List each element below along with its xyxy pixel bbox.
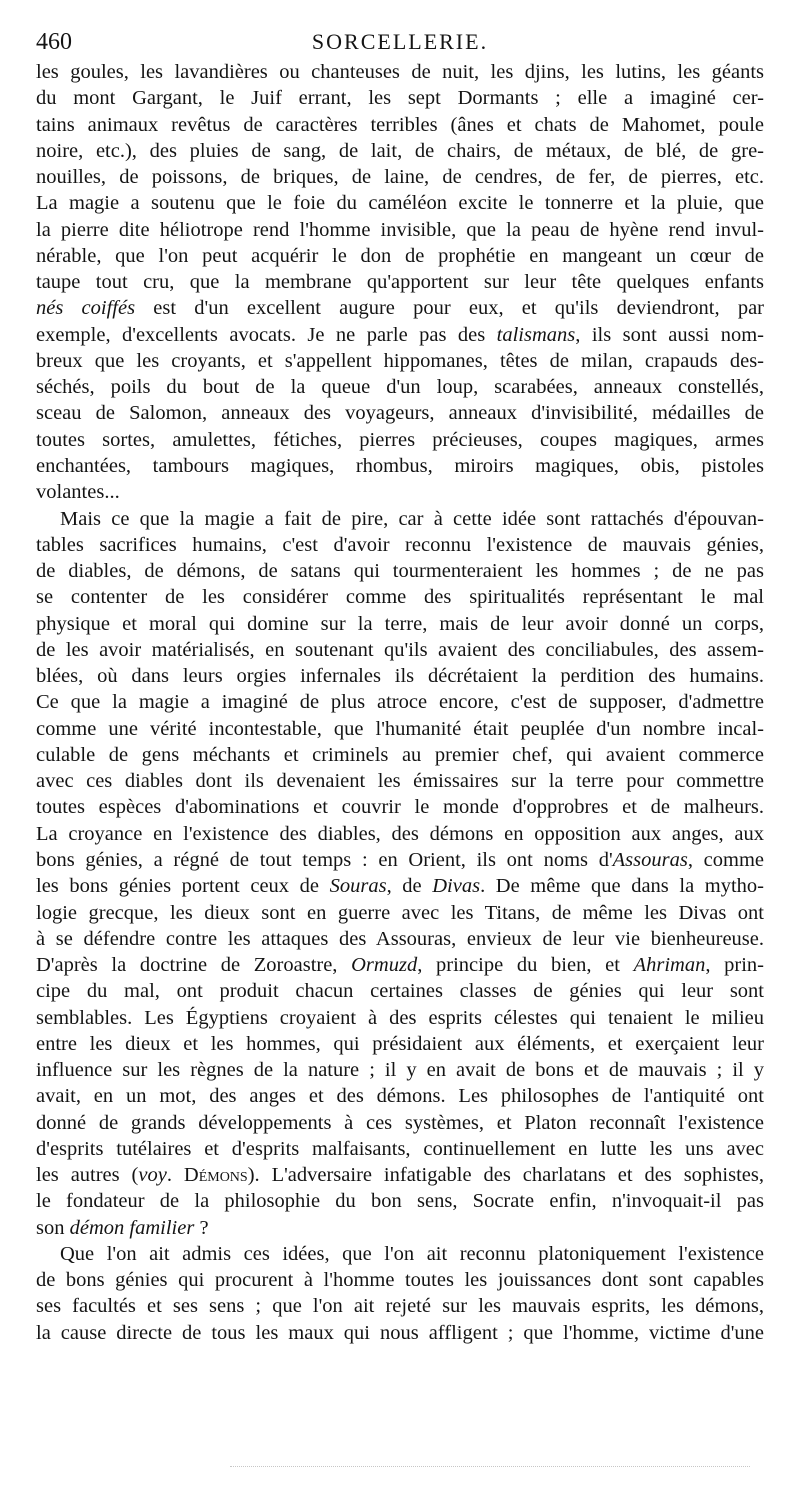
text-line: Ce que la magie a imaginé de plus atroce encore, c'est de supposer, d'admettre — [36, 691, 764, 714]
text-line: les bons génies portent ceux de Souras, de Divas. De même que dans la mytho- — [36, 875, 764, 898]
text-line: ses facultés et ses sens ; que l'on ait rejeté sur les mauvais esprits, les démons, — [36, 1295, 764, 1318]
text-line: comme une vérité incontestable, que l'humanité était peuplée d'un nombre incal- — [36, 717, 764, 740]
text-line: de diables, de démons, de satans qui tourmenteraient les hommes ; de ne pas — [36, 560, 764, 583]
text-line: son démon familier ? — [36, 1216, 209, 1239]
text-line: se contenter de les considérer comme des spiritualités représentant le mal — [36, 586, 764, 609]
text-line: à se défendre contre les attaques des Assouras, envieux de leur vie bienheureuse. — [36, 927, 764, 950]
text-line: enchantées, tambours magiques, rhombus, miroirs magiques, obis, pistoles — [36, 454, 764, 477]
text-line: la cause directe de tous les maux qui nous affligent ; que l'homme, victime d'une — [36, 1321, 764, 1344]
text-line: influence sur les règnes de la nature ; il y en avait de bons et de mauvais ; il y — [36, 1059, 764, 1082]
text-line: avec ces diables dont ils devenaient les émissaires sur la terre pour commettre — [36, 770, 764, 793]
text-line: entre les dieux et les hommes, qui présidaient aux éléments, et exerçaient leur — [36, 1032, 764, 1055]
text-line: exemple, d'excellents avocats. Je ne parle pas des talismans, ils sont aussi nom- — [36, 323, 764, 346]
italic-term: nés coiffés — [36, 297, 136, 320]
italic-term: Ormuzd — [351, 954, 418, 977]
text-line: nérable, que l'on peut acquérir le don de prophétie en mangeant un cœur de — [36, 244, 764, 267]
italic-term: Divas — [432, 875, 481, 898]
text-line: taupe tout cru, que la membrane qu'apportent sur leur tête quelques enfants — [36, 271, 764, 294]
page-edge-artifact — [230, 1466, 750, 1469]
text-line: du mont Gargant, le Juif errant, les sept Dormants ; elle a imaginé cer- — [36, 87, 764, 110]
text-line: La magie a soutenu que le foie du caméléon excite le tonnerre et la pluie, que — [36, 192, 764, 215]
text-line: donné de grands développements à ces systèmes, et Platon reconnaît l'existence — [36, 1111, 764, 1134]
text-line: les goules, les lavandières ou chanteuses de nuit, les djins, les lutins, les géants — [36, 61, 764, 83]
text-line: culable de gens méchants et criminels au premier chef, qui avaient commerce — [36, 743, 764, 766]
text-line: Que l'on ait admis ces idées, que l'on ait reconnu platoniquement l'existence — [60, 1242, 764, 1265]
body-text — [36, 59, 764, 1346]
text-line: volantes... — [36, 481, 120, 504]
text-line: bons génies, a régné de tout temps : en Orient, ils ont noms d'Assouras, comme — [36, 848, 764, 871]
running-head — [36, 26, 764, 58]
text-line: de les avoir matérialisés, en soutenant qu'ils avaient des conciliabules, des assem- — [36, 638, 764, 661]
text-line: tains animaux revêtus de caractères terribles (ânes et chats de Mahomet, poule — [36, 113, 764, 136]
italic-term: Assouras — [612, 848, 688, 871]
text-line: Mais ce que la magie a fait de pire, car à cette idée sont rattachés d'épouvan- — [60, 507, 764, 530]
text-line: avait, en un mot, des anges et des démons. Les philosophes de l'antiquité ont — [36, 1085, 764, 1108]
cross-reference: Démons — [183, 1164, 248, 1187]
text-line: d'esprits tutélaires et d'esprits malfaisants, continuellement en lutte les uns avec — [36, 1137, 764, 1160]
text-line: les autres (voy. Démons). L'adversaire infatigable des charlatans et des sophistes, — [36, 1164, 765, 1187]
text-line: toutes sortes, amulettes, fétiches, pierres précieuses, coupes magiques, armes — [36, 428, 764, 451]
text-line: séchés, poils du bout de la queue d'un loup, scarabées, anneaux constellés, — [36, 376, 764, 399]
text-line: sceau de Salomon, anneaux des voyageurs, anneaux d'invisibilité, médailles de — [36, 402, 764, 425]
section-title: SORCELLERIE. — [311, 29, 489, 54]
text-line: toutes espèces d'abominations et couvrir le monde d'opprobres et de malheurs. — [36, 796, 764, 819]
page-number: 460 — [36, 29, 72, 55]
text-line: tables sacrifices humains, c'est d'avoir reconnu l'existence de mauvais génies, — [36, 533, 764, 556]
text-line: blées, où dans leurs orgies infernales ils décrétaient la perdition des humains. — [36, 665, 764, 688]
italic-term: Souras — [329, 875, 387, 898]
italic-term: démon familier — [69, 1216, 195, 1239]
text-line: La croyance en l'existence des diables, des démons en opposition aux anges, aux — [36, 822, 764, 845]
text-line: noire, etc.), des pluies de sang, de lait, de chairs, de métaux, de blé, de gre- — [36, 139, 764, 162]
text-line: logie grecque, les dieux sont en guerre avec les Titans, de même les Divas ont — [36, 901, 764, 924]
text-line: la pierre dite héliotrope rend l'homme invisible, que la peau de hyène rend invul- — [36, 218, 764, 241]
italic-term: Ahriman — [633, 954, 706, 977]
text-line: le fondateur de la philosophie du bon sens, Socrate enfin, n'invoquait-il pas — [36, 1190, 764, 1213]
text-line: nouilles, de poissons, de briques, de laine, de cendres, de fer, de pierres, etc. — [36, 166, 764, 189]
text-line: breux que les croyants, et s'appellent hippomanes, têtes de milan, crapauds des- — [36, 349, 764, 372]
italic-term: voy — [138, 1164, 167, 1187]
text-line: physique et moral qui domine sur la terre, mais de leur avoir donné un corps, — [36, 612, 764, 635]
text-line: cipe du mal, ont produit chacun certaines classes de génies qui leur sont — [36, 980, 764, 1003]
text-line: de bons génies qui procurent à l'homme toutes les jouissances dont sont capables — [36, 1269, 764, 1292]
text-line: semblables. Les Égyptiens croyaient à des esprits célestes qui tenaient le milieu — [36, 1006, 764, 1029]
text-line: D'après la doctrine de Zoroastre, Ormuzd, principe du bien, et Ahriman, prin- — [36, 954, 764, 977]
italic-term: talismans — [496, 323, 576, 346]
text-line: nés coiffés est d'un excellent augure pour eux, et qu'ils deviendront, par — [36, 297, 764, 320]
